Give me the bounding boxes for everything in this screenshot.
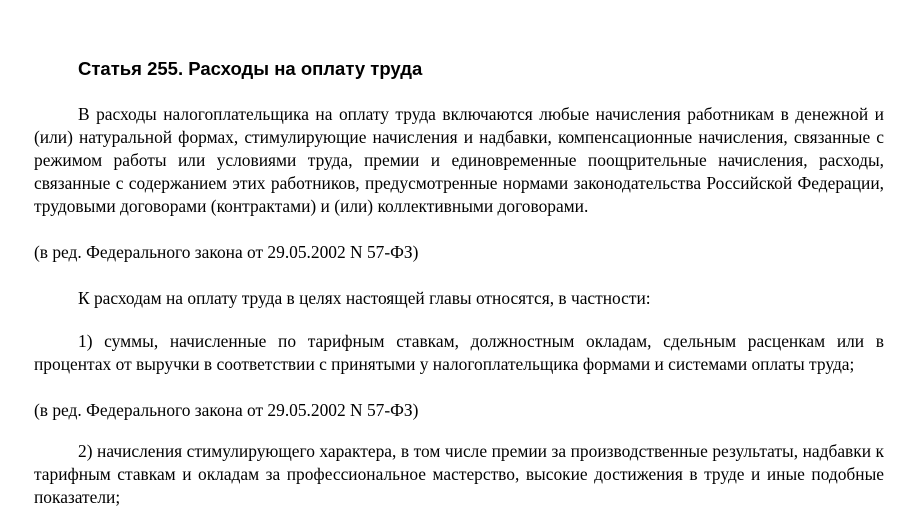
article-title: Статья 255. Расходы на оплату труда — [78, 58, 423, 79]
amendment-note: (в ред. Федерального закона от 29.05.2002 N 57-ФЗ) — [34, 400, 419, 420]
list-item-1: 1) суммы, начисленные по тарифным ставкам, должностным окладам, сдельным расценкам или в процентах от выручки в соответствии с принятыми у налогоплательщика формами и системами оплаты труда; — [34, 331, 884, 374]
paragraph-labor-costs-definition: В расходы налогоплательщика на оплату труда включаются любые начисления работникам в денежной и (или) натуральной формах, стимулирующие начисления и надбавки, компенсационные начисления, связанные с режимом работы или условиями труда, премии и единовременные поощрительные начисления, расходы, связанные с содержанием этих работников, предусмотренные нормами законодательства Российской Федерации, трудовыми договорами (контрактами) и (или) коллективными договорами. — [34, 104, 884, 216]
amendment-note: (в ред. Федерального закона от 29.05.2002 N 57-ФЗ) — [34, 242, 419, 262]
list-item-2: 2) начисления стимулирующего характера, в том числе премии за производственные результаты, надбавки к тарифным ставкам и окладам за профессиональное мастерство, высокие достижения в труде и иные подобные показатели; — [34, 441, 884, 507]
paragraph-labor-costs-list-intro: К расходам на оплату труда в целях настоящей главы относятся, в частности: — [78, 288, 651, 308]
